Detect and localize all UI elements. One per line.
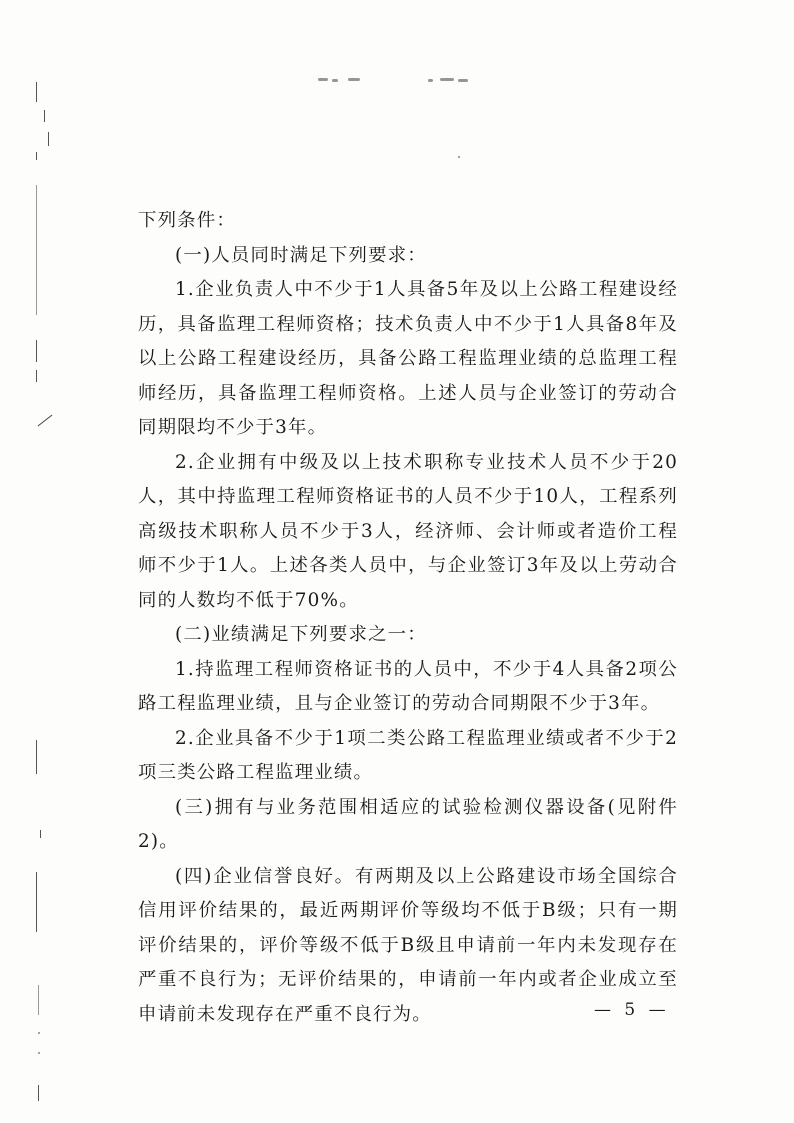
binding-mark	[40, 830, 41, 838]
scan-speck	[458, 156, 460, 158]
binding-mark	[36, 872, 37, 932]
binding-mark	[36, 370, 37, 382]
scan-header-artifact	[318, 78, 478, 88]
section-heading-credit: (四)企业信誉良好。有两期及以上公路建设市场全国综合信用评价结果的，最近两期评价等级均不低于B级；只有一期评价结果的，评价等级不低于B级且申请前一年内未发现存在严重不良行为；无评价结果的，申请前一年内或者企业成立至申请前未发现存在严重不良行为。	[138, 865, 678, 1025]
paragraph-personnel-1: 1.企业负责人中不少于1人具备5年及以上公路工程建设经历，具备监理工程师资格；技术负责人中不少于1人具备8年及以上公路工程建设经历，具备公路工程监理业绩的总监理工程师经历，具备监理工程师资格。上述人员与企业签订的劳动合同期限均不少于3年。	[138, 279, 678, 438]
binding-mark	[36, 740, 37, 774]
binding-mark	[36, 152, 37, 160]
paragraph-performance-2: 2.企业具备不少于1项二类公路工程监理业绩或者不少于2项三类公路工程监理业绩。	[138, 727, 678, 783]
scan-speck	[38, 1032, 40, 1034]
binding-mark	[38, 1085, 39, 1101]
page-number: — 5 —	[594, 1000, 670, 1020]
section-heading-performance: (二)业绩满足下列要求之一：	[175, 624, 427, 645]
scan-speck	[38, 1052, 40, 1054]
body-text	[138, 204, 678, 1032]
binding-mark	[44, 110, 45, 122]
paragraph-performance-1: 1.持监理工程师资格证书的人员中，不少于4人具备2项公路工程监理业绩，且与企业签订的劳动合同期限不少于3年。	[138, 658, 678, 714]
paragraph-intro: 下列条件：	[138, 210, 236, 231]
paragraph-personnel-2: 2.企业拥有中级及以上技术职称专业技术人员不少于20人，其中持监理工程师资格证书的人员不少于10人，工程系列高级技术职称人员不少于3人，经济师、会计师或者造价工程师不少于1人。上述各类人员中，与企业签订3年及以上劳动合同的人数均不低于70%。	[138, 451, 678, 611]
binding-mark	[38, 985, 39, 1015]
binding-mark	[38, 415, 53, 427]
section-heading-personnel: (一)人员同时满足下列要求：	[175, 244, 427, 266]
binding-mark	[36, 340, 37, 362]
section-heading-equipment: (三)拥有与业务范围相适应的试验检测仪器设备(见附件2)。	[138, 796, 678, 852]
binding-mark	[36, 82, 37, 102]
binding-mark	[36, 185, 37, 315]
binding-mark	[48, 132, 49, 146]
